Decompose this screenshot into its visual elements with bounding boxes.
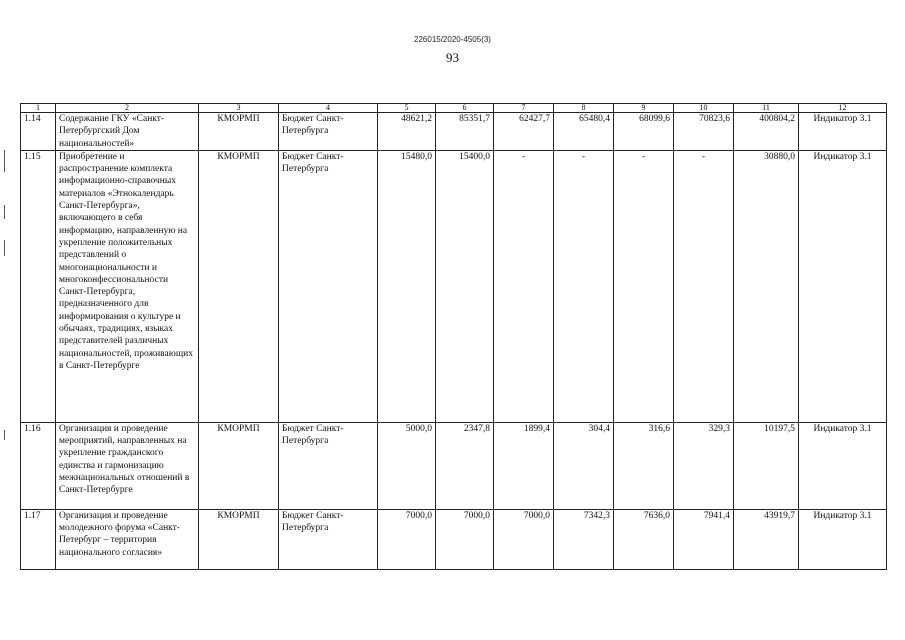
funding-source: Бюджет Санкт-Петербурга bbox=[279, 113, 378, 151]
year-value: 5000,0 bbox=[378, 422, 436, 509]
table-row bbox=[21, 113, 887, 151]
total-value: 10197,5 bbox=[734, 422, 799, 509]
executor: КМОРМП bbox=[199, 113, 279, 151]
year-value: 329,3 bbox=[674, 422, 734, 509]
year-value: 316,6 bbox=[614, 422, 674, 509]
column-header: 11 bbox=[734, 104, 799, 113]
year-value: 15400,0 bbox=[436, 150, 494, 422]
year-value: 62427,7 bbox=[494, 113, 554, 151]
activity-name: Организация и проведение молодежного форума «Санкт-Петербург – территория национального согласия» bbox=[56, 509, 199, 569]
activity-name: Приобретение и распространение комплекта информационно-справочных материалов «Этнокалендарь Санкт-Петербурга», включающего в себя информацию, направленную на укрепление положительных представлений о многонациональности и многоконфессиональности Санкт-Петербурга, предназначенного для информирования о культуре и обычаях, традициях, языках представителей различных национальностей, проживающих в Санкт-Петербурге bbox=[56, 150, 199, 422]
column-header: 12 bbox=[799, 104, 887, 113]
table-row bbox=[21, 150, 887, 422]
year-value: 2347,8 bbox=[436, 422, 494, 509]
year-value: 7342,3 bbox=[554, 509, 614, 569]
executor: КМОРМП bbox=[199, 509, 279, 569]
total-value: 400804,2 bbox=[734, 113, 799, 151]
year-value: 48621,2 bbox=[378, 113, 436, 151]
year-value: - bbox=[614, 150, 674, 422]
year-value: - bbox=[494, 150, 554, 422]
row-code: 1.16 bbox=[21, 422, 56, 509]
column-header: 1 bbox=[21, 104, 56, 113]
indicator: Индикатор 3.1 bbox=[799, 150, 887, 422]
row-code: 1.17 bbox=[21, 509, 56, 569]
year-value: - bbox=[674, 150, 734, 422]
program-activities-table bbox=[20, 103, 887, 570]
funding-source: Бюджет Санкт-Петербурга bbox=[279, 422, 378, 509]
column-header: 5 bbox=[378, 104, 436, 113]
year-value: - bbox=[554, 150, 614, 422]
total-value: 43919,7 bbox=[734, 509, 799, 569]
funding-source: Бюджет Санкт-Петербурга bbox=[279, 509, 378, 569]
page-number: 93 bbox=[446, 50, 459, 65]
scan-margin-mark bbox=[4, 150, 5, 172]
document-id: 226015/2020-4505(3) bbox=[414, 35, 491, 44]
column-header: 4 bbox=[279, 104, 378, 113]
table-row bbox=[21, 422, 887, 509]
indicator: Индикатор 3.1 bbox=[799, 113, 887, 151]
column-header: 2 bbox=[56, 104, 199, 113]
total-value: 30880,0 bbox=[734, 150, 799, 422]
executor: КМОРМП bbox=[199, 150, 279, 422]
column-header: 7 bbox=[494, 104, 554, 113]
column-header: 6 bbox=[436, 104, 494, 113]
column-header: 9 bbox=[614, 104, 674, 113]
year-value: 68099,6 bbox=[614, 113, 674, 151]
year-value: 15480,0 bbox=[378, 150, 436, 422]
column-number-row bbox=[21, 104, 887, 113]
table-row bbox=[21, 509, 887, 569]
column-header: 10 bbox=[674, 104, 734, 113]
column-header: 8 bbox=[554, 104, 614, 113]
year-value: 7636,0 bbox=[614, 509, 674, 569]
funding-source: Бюджет Санкт-Петербурга bbox=[279, 150, 378, 422]
indicator: Индикатор 3.1 bbox=[799, 509, 887, 569]
year-value: 7000,0 bbox=[378, 509, 436, 569]
activity-name: Содержание ГКУ «Санкт-Петербургский Дом национальностей» bbox=[56, 113, 199, 151]
activity-name: Организация и проведение мероприятий, направленных на укрепление гражданского единства и гармонизацию межнациональных отношений в Санкт-Петербурге bbox=[56, 422, 199, 509]
indicator: Индикатор 3.1 bbox=[799, 422, 887, 509]
year-value: 70823,6 bbox=[674, 113, 734, 151]
year-value: 7000,0 bbox=[436, 509, 494, 569]
year-value: 7000,0 bbox=[494, 509, 554, 569]
year-value: 65480,4 bbox=[554, 113, 614, 151]
scan-margin-mark bbox=[4, 430, 5, 440]
row-code: 1.15 bbox=[21, 150, 56, 422]
year-value: 85351,7 bbox=[436, 113, 494, 151]
executor: КМОРМП bbox=[199, 422, 279, 509]
year-value: 304,4 bbox=[554, 422, 614, 509]
year-value: 1899,4 bbox=[494, 422, 554, 509]
row-code: 1.14 bbox=[21, 113, 56, 151]
scan-margin-mark bbox=[4, 240, 5, 256]
column-header: 3 bbox=[199, 104, 279, 113]
scan-margin-mark bbox=[4, 205, 5, 219]
year-value: 7941,4 bbox=[674, 509, 734, 569]
